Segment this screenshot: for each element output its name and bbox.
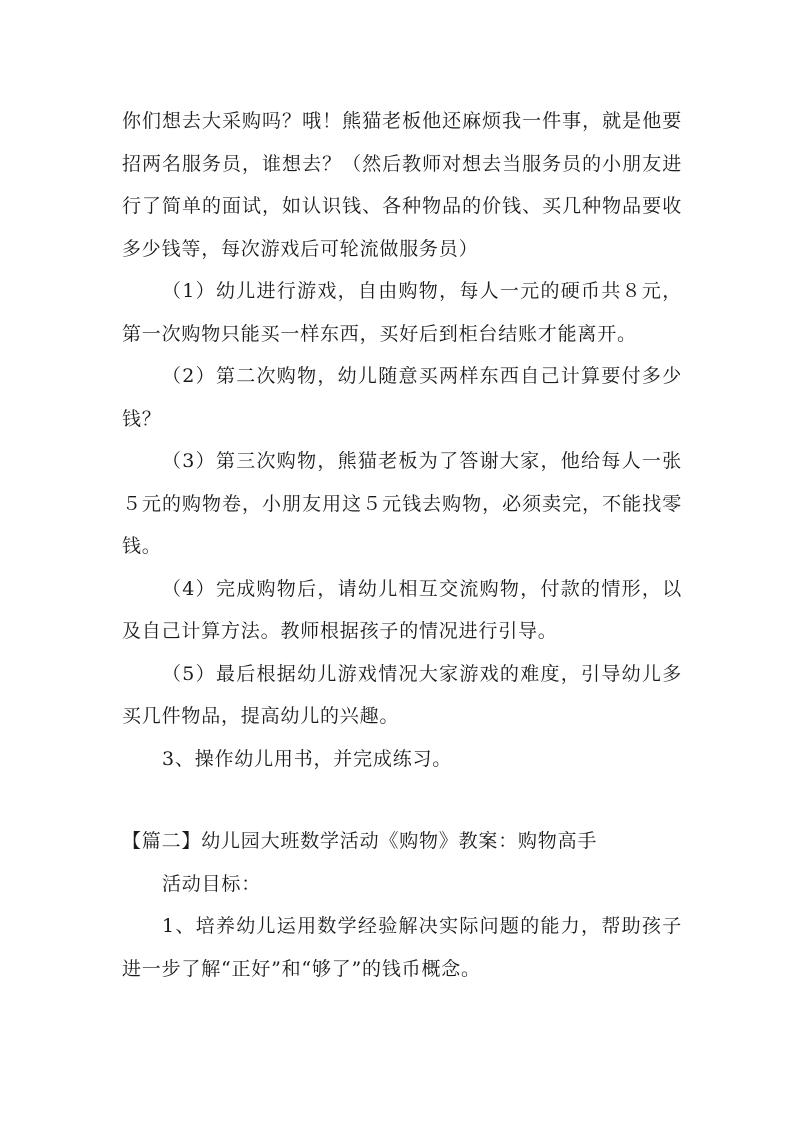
paragraph-workbook: 3、操作幼儿用书，并完成练习。 [162,747,453,770]
section-heading: 【篇二】幼儿园大班数学活动《购物》教案：购物高手 [122,830,598,852]
paragraph-step-4: （4）完成购物后，请幼儿相互交流购物，付款的情形，以及自己计算方法。教师根据孩子的情况进行引导。 [122,577,682,642]
goals-label: 活动目标： [162,872,262,895]
paragraph-step-3: （3）第三次购物，熊猫老板为了答谢大家，他给每人一张５元的购物卷，小朋友用这５元钱去购物，必须卖完，不能找零钱。 [122,450,682,557]
section-spacer [122,780,682,820]
paragraph-step-5: （5）最后根据幼儿游戏情况大家游戏的难度，引导幼儿多买几件物品，提高幼儿的兴趣。 [122,662,682,727]
paragraph-intro: 你们想去大采购吗？哦！熊猫老板他还麻烦我一件事，就是他要招两名服务员，谁想去？（然后教师对想去当服务员的小朋友进行了简单的面试，如认识钱、各种物品的价钱、买几种物品要收多少钱等，每次游戏后可轮流做服务员） [122,110,682,260]
paragraph-step-1: （1）幼儿进行游戏，自由购物，每人一元的硬币共８元，第一次购物只能买一样东西，买好后到柜台结账才能离开。 [122,280,682,345]
goal-item-1: 1、培养幼儿运用数学经验解决实际问题的能力，帮助孩子进一步了解“正好”和“够了”的钱币概念。 [122,915,682,980]
paragraph-step-2: （2）第二次购物，幼儿随意买两样东西自己计算要付多少钱？ [122,365,682,430]
document-page [122,100,682,990]
